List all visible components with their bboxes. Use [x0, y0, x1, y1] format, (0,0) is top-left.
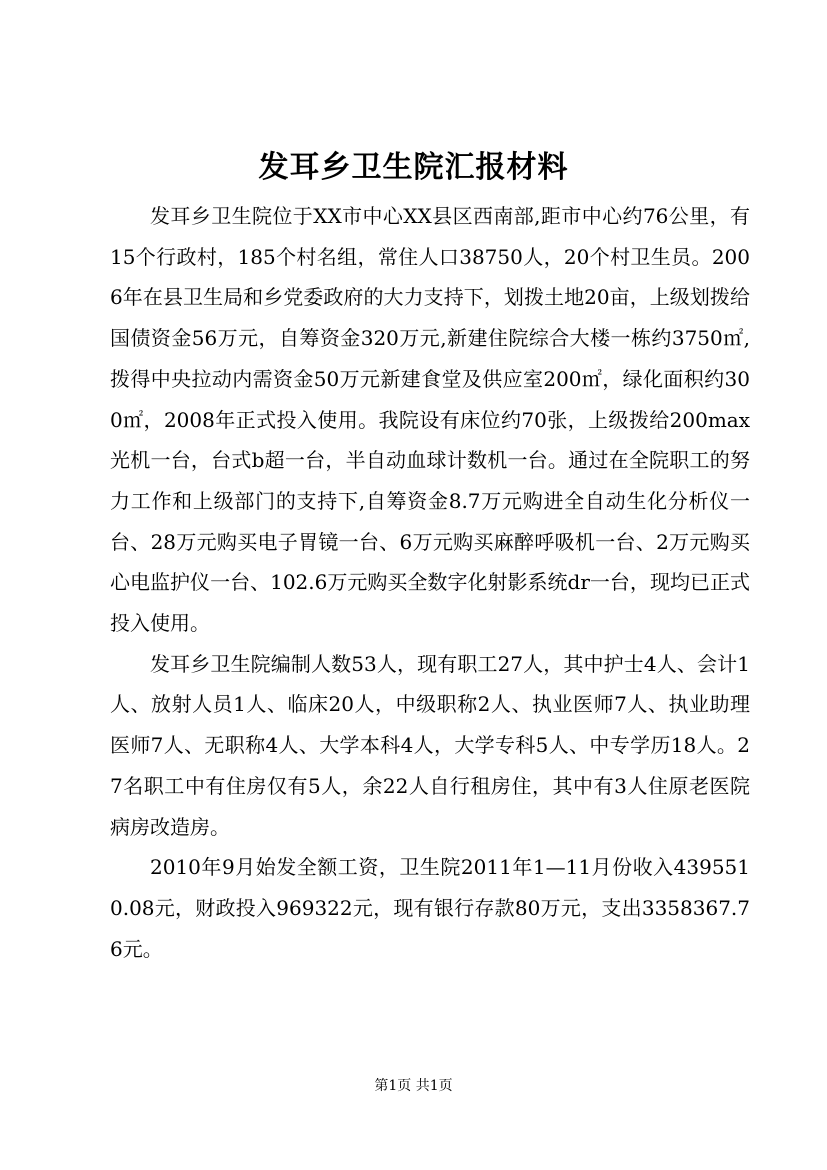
paragraph-staff: 发耳乡卫生院编制人数53人，现有职工27人，其中护士4人、会计1人、放射人员1人、临床20人，中级职称2人、执业医师7人、执业助理医师7人、无职称4人、大学本科4人，大学专科5人、中专学历18人。27名职工中有住房仅有5人，余22人自行租房住，其中有3人住原老医院病房改造房。 [110, 651, 750, 839]
document-title: 发耳乡卫生院汇报材料 [258, 150, 569, 185]
paragraph-finance: 2010年9月始发全额工资，卫生院2011年1—11月份收入4395510.08元，财政投入969322元，现有银行存款80万元，支出3358367.76元。 [110, 855, 750, 961]
paragraph-overview: 发耳乡卫生院位于XX市中心XX县区西南部,距市中心约76公里，有15个行政村，185个村名组，常住人口38750人，20个村卫生员。2006年在县卫生局和乡党委政府的大力支持下，划拨土地20亩，上级划拨给国债资金56万元，自筹资金320万元,新建住院综合大楼一栋约3750㎡,拨得中央拉动内需资金50万元新建食堂及供应室200㎡，绿化面积约300㎡，2008年正式投入使用。我院设有床位约70张，上级拨给200max光机一台，台式b超一台，半自动血球计数机一台。通过在全院职工的努力工作和上级部门的支持下,自筹资金8.7万元购进全自动生化分析仪一台、28万元购买电子胃镜一台、6万元购买麻醉呼吸机一台、2万元购买心电监护仪一台、102.6万元购买全数字化射影系统dr一台，现均已正式投入使用。 [110, 204, 750, 636]
document-body [110, 196, 750, 969]
page-footer: 第1页 共1页 [374, 1078, 453, 1094]
